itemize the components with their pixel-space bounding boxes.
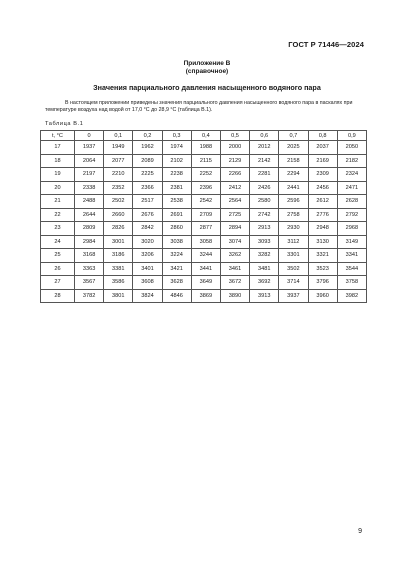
pressure-cell: 3244 — [191, 249, 220, 263]
temperature-cell: 22 — [41, 208, 75, 222]
pressure-cell: 2776 — [308, 208, 337, 222]
pressure-cell: 2792 — [337, 208, 366, 222]
pressure-cell: 2396 — [191, 181, 220, 195]
pressure-cell: 3502 — [279, 262, 308, 276]
pressure-cell: 2742 — [250, 208, 279, 222]
pressure-cell: 2077 — [104, 154, 133, 168]
temperature-cell: 27 — [41, 276, 75, 290]
pressure-cell: 2238 — [162, 168, 191, 182]
pressure-cell: 2644 — [75, 208, 104, 222]
pressure-cell: 3461 — [220, 262, 249, 276]
table-row — [41, 141, 367, 155]
table-row — [41, 235, 367, 249]
pressure-cell: 2182 — [337, 154, 366, 168]
pressure-cell: 2115 — [191, 154, 220, 168]
temperature-cell: 26 — [41, 262, 75, 276]
pressure-cell: 3960 — [308, 289, 337, 303]
pressure-cell: 2709 — [191, 208, 220, 222]
pressure-cell: 2012 — [250, 141, 279, 155]
pressure-cell: 3782 — [75, 289, 104, 303]
pressure-cell: 2197 — [75, 168, 104, 182]
pressure-cell: 2294 — [279, 168, 308, 182]
pressure-cell: 3168 — [75, 249, 104, 263]
table-row — [41, 289, 367, 303]
pressure-cell: 3801 — [104, 289, 133, 303]
pressure-cell: 2660 — [104, 208, 133, 222]
pressure-cell: 3649 — [191, 276, 220, 290]
pressure-cell: 2324 — [337, 168, 366, 182]
table-row — [41, 222, 367, 236]
table-row — [41, 249, 367, 263]
column-header: 0,2 — [133, 131, 162, 141]
pressure-cell: 3363 — [75, 262, 104, 276]
pressure-cell: 2266 — [220, 168, 249, 182]
pressure-cell: 2037 — [308, 141, 337, 155]
pressure-cell: 3001 — [104, 235, 133, 249]
pressure-cell: 3341 — [337, 249, 366, 263]
page-number: 9 — [358, 528, 362, 535]
pressure-cell: 2089 — [133, 154, 162, 168]
pressure-cell: 3074 — [220, 235, 249, 249]
pressure-cell: 2580 — [250, 195, 279, 209]
pressure-cell: 2826 — [104, 222, 133, 236]
pressure-cell: 3301 — [279, 249, 308, 263]
column-header: 0 — [75, 131, 104, 141]
table-caption: Таблица В.1 — [45, 121, 84, 127]
pressure-cell: 3441 — [191, 262, 220, 276]
pressure-cell: 2809 — [75, 222, 104, 236]
temperature-cell: 23 — [41, 222, 75, 236]
pressure-cell: 2225 — [133, 168, 162, 182]
intro-paragraph: В настоящем приложении приведены значения парциального давления насыщенного водяного пара в паскалях при температуре воздуха над водой от 17,0 °С до 28,9 °С (таблица В.1). — [45, 100, 353, 114]
column-header: 0,4 — [191, 131, 220, 141]
pressure-cell: 3937 — [279, 289, 308, 303]
column-header: t, °С — [41, 131, 75, 141]
pressure-cell: 3282 — [250, 249, 279, 263]
pressure-cell: 3130 — [308, 235, 337, 249]
pressure-cell: 2913 — [250, 222, 279, 236]
pressure-cell: 2596 — [279, 195, 308, 209]
pressure-cell: 2252 — [191, 168, 220, 182]
pressure-cell: 3608 — [133, 276, 162, 290]
pressure-cell: 2169 — [308, 154, 337, 168]
pressure-cell: 1962 — [133, 141, 162, 155]
column-header: 0,9 — [337, 131, 366, 141]
temperature-cell: 25 — [41, 249, 75, 263]
table-row — [41, 262, 367, 276]
pressure-cell: 2352 — [104, 181, 133, 195]
temperature-cell: 18 — [41, 154, 75, 168]
pressure-cell: 3824 — [133, 289, 162, 303]
pressure-cell: 2129 — [220, 154, 249, 168]
pressure-cell: 1974 — [162, 141, 191, 155]
pressure-cell: 3714 — [279, 276, 308, 290]
pressure-cell: 3421 — [162, 262, 191, 276]
pressure-cell: 2691 — [162, 208, 191, 222]
table-row — [41, 276, 367, 290]
document-standard-code: ГОСТ Р 71446—2024 — [288, 40, 364, 49]
temperature-cell: 17 — [41, 141, 75, 155]
pressure-cell: 3796 — [308, 276, 337, 290]
pressure-cell: 2968 — [337, 222, 366, 236]
column-header: 0,7 — [279, 131, 308, 141]
temperature-cell: 24 — [41, 235, 75, 249]
column-header: 0,8 — [308, 131, 337, 141]
pressure-cell: 4846 — [162, 289, 191, 303]
table-row — [41, 168, 367, 182]
appendix-block — [0, 60, 414, 76]
pressure-cell: 3186 — [104, 249, 133, 263]
pressure-cell: 2860 — [162, 222, 191, 236]
table-row — [41, 181, 367, 195]
column-header: 0,1 — [104, 131, 133, 141]
pressure-cell: 2676 — [133, 208, 162, 222]
table-body — [41, 141, 367, 303]
pressure-cell: 3149 — [337, 235, 366, 249]
pressure-cell: 2381 — [162, 181, 191, 195]
section-heading: Значения парциального давления насыщенного водяного пара — [93, 83, 321, 92]
pressure-cell: 2877 — [191, 222, 220, 236]
pressure-cell: 3401 — [133, 262, 162, 276]
appendix-note: (справочное) — [185, 68, 229, 75]
pressure-cell: 2488 — [75, 195, 104, 209]
pressure-cell: 3224 — [162, 249, 191, 263]
pressure-cell: 3038 — [162, 235, 191, 249]
pressure-cell: 2930 — [279, 222, 308, 236]
pressure-cell: 3481 — [250, 262, 279, 276]
pressure-cell: 3890 — [220, 289, 249, 303]
pressure-cell: 2758 — [279, 208, 308, 222]
appendix-title: Приложение В — [183, 60, 231, 67]
pressure-cell: 3869 — [191, 289, 220, 303]
pressure-cell: 2025 — [279, 141, 308, 155]
pressure-cell: 3112 — [279, 235, 308, 249]
pressure-cell: 2542 — [191, 195, 220, 209]
pressure-cell: 3544 — [337, 262, 366, 276]
pressure-cell: 2064 — [75, 154, 104, 168]
pressure-cell: 2612 — [308, 195, 337, 209]
pressure-cell: 2000 — [220, 141, 249, 155]
table-row — [41, 208, 367, 222]
pressure-cell: 3692 — [250, 276, 279, 290]
temperature-cell: 21 — [41, 195, 75, 209]
pressure-cell: 3672 — [220, 276, 249, 290]
pressure-cell: 3020 — [133, 235, 162, 249]
pressure-cell: 2456 — [308, 181, 337, 195]
pressure-cell: 3628 — [162, 276, 191, 290]
pressure-cell: 2894 — [220, 222, 249, 236]
pressure-cell: 1988 — [191, 141, 220, 155]
pressure-cell: 3206 — [133, 249, 162, 263]
table-row — [41, 154, 367, 168]
pressure-cell: 2628 — [337, 195, 366, 209]
pressure-cell: 2564 — [220, 195, 249, 209]
pressure-cell: 3058 — [191, 235, 220, 249]
temperature-cell: 20 — [41, 181, 75, 195]
pressure-cell: 2210 — [104, 168, 133, 182]
temperature-cell: 28 — [41, 289, 75, 303]
pressure-cell: 3381 — [104, 262, 133, 276]
pressure-cell: 2102 — [162, 154, 191, 168]
pressure-cell: 2441 — [279, 181, 308, 195]
pressure-cell: 2725 — [220, 208, 249, 222]
pressure-cell: 2309 — [308, 168, 337, 182]
pressure-cell: 2948 — [308, 222, 337, 236]
pressure-cell: 3093 — [250, 235, 279, 249]
pressure-cell: 3913 — [250, 289, 279, 303]
column-header: 0,3 — [162, 131, 191, 141]
pressure-cell: 2471 — [337, 181, 366, 195]
pressure-cell: 2984 — [75, 235, 104, 249]
pressure-cell: 1949 — [104, 141, 133, 155]
column-header: 0,6 — [250, 131, 279, 141]
pressure-cell: 3262 — [220, 249, 249, 263]
pressure-cell: 2842 — [133, 222, 162, 236]
pressure-cell: 3523 — [308, 262, 337, 276]
pressure-cell: 2142 — [250, 154, 279, 168]
column-header: 0,5 — [220, 131, 249, 141]
pressure-cell: 2281 — [250, 168, 279, 182]
pressure-cell: 3758 — [337, 276, 366, 290]
pressure-cell: 2538 — [162, 195, 191, 209]
pressure-cell: 2338 — [75, 181, 104, 195]
pressure-cell: 2517 — [133, 195, 162, 209]
pressure-cell: 1937 — [75, 141, 104, 155]
pressure-cell: 2158 — [279, 154, 308, 168]
table-row — [41, 195, 367, 209]
temperature-cell: 19 — [41, 168, 75, 182]
pressure-cell: 2050 — [337, 141, 366, 155]
pressure-cell: 3321 — [308, 249, 337, 263]
pressure-cell: 2426 — [250, 181, 279, 195]
pressure-cell: 2502 — [104, 195, 133, 209]
pressure-cell: 3982 — [337, 289, 366, 303]
table-header-row — [41, 131, 367, 141]
pressure-cell: 2366 — [133, 181, 162, 195]
pressure-cell: 3586 — [104, 276, 133, 290]
vapor-pressure-table — [40, 130, 367, 303]
pressure-cell: 3567 — [75, 276, 104, 290]
pressure-cell: 2412 — [220, 181, 249, 195]
